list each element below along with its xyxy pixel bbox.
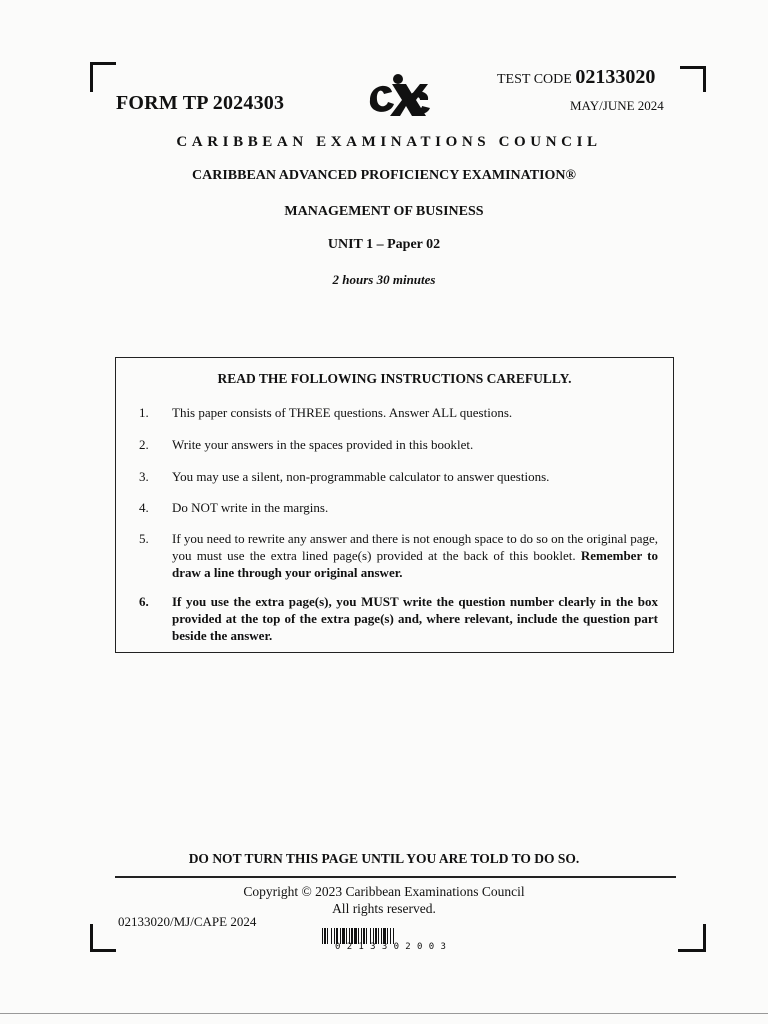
instruction-text: This paper consists of THREE questions. Answer ALL questions. bbox=[172, 405, 513, 420]
paper-code: 02133020/MJ/CAPE 2024 bbox=[118, 914, 257, 929]
copyright-block bbox=[0, 883, 768, 917]
barcode-digits: 0213302003 bbox=[335, 942, 453, 952]
copyright-text: Copyright © 2023 Caribbean Examinations Council bbox=[243, 884, 525, 899]
subject-title: MANAGEMENT OF BUSINESS bbox=[284, 204, 484, 219]
instruction-text: Write your answers in the spaces provided in this booklet. bbox=[172, 437, 474, 452]
test-code bbox=[497, 66, 655, 89]
form-number: FORM TP 2024303 bbox=[116, 92, 285, 114]
instruction-number: 6. bbox=[139, 594, 149, 609]
instruction-number: 1. bbox=[139, 405, 149, 420]
instruction-number: 2. bbox=[139, 437, 149, 452]
instruction-text: Do NOT write in the margins. bbox=[172, 500, 329, 515]
unit-paper: UNIT 1 – Paper 02 bbox=[327, 237, 441, 252]
instruction-text: If you need to rewrite any answer and there is not enough space to do so on the original page, you must use the extra lined page(s) provided at the back of this booklet. bbox=[172, 531, 658, 563]
instruction-text: You may use a silent, non-programmable calculator to answer questions. bbox=[172, 469, 550, 484]
instruction-emphasis: Remember to draw a line through your original answer. bbox=[172, 548, 659, 580]
test-code-value: 02133020 bbox=[575, 66, 656, 88]
instructions-heading: READ THE FOLLOWING INSTRUCTIONS CAREFULLY. bbox=[217, 371, 572, 386]
test-code-label: TEST CODE bbox=[497, 72, 572, 87]
page-bottom-edge bbox=[0, 1013, 768, 1014]
instructions-box bbox=[115, 357, 674, 653]
council-title: CARIBBEAN EXAMINATIONS COUNCIL bbox=[176, 134, 602, 150]
instruction-text: If you use the extra page(s), you MUST write the question number clearly in the box provided at the top of the extra page(s) and, where relevant, include the question part beside the answer. bbox=[172, 594, 658, 643]
instruction-number: 3. bbox=[139, 469, 149, 484]
instruction-number: 4. bbox=[139, 500, 149, 515]
footer-divider bbox=[115, 876, 676, 878]
exam-session: MAY/JUNE 2024 bbox=[570, 98, 664, 113]
instruction-number: 5. bbox=[139, 531, 149, 546]
instruction-text-block bbox=[172, 530, 658, 581]
cxc-logo-icon bbox=[362, 70, 432, 118]
exam-title: CARIBBEAN ADVANCED PROFICIENCY EXAMINATION® bbox=[192, 168, 576, 183]
duration: 2 hours 30 minutes bbox=[332, 272, 436, 287]
rights-text: All rights reserved. bbox=[332, 901, 436, 916]
do-not-turn-warning: DO NOT TURN THIS PAGE UNTIL YOU ARE TOLD TO DO SO. bbox=[188, 851, 580, 866]
